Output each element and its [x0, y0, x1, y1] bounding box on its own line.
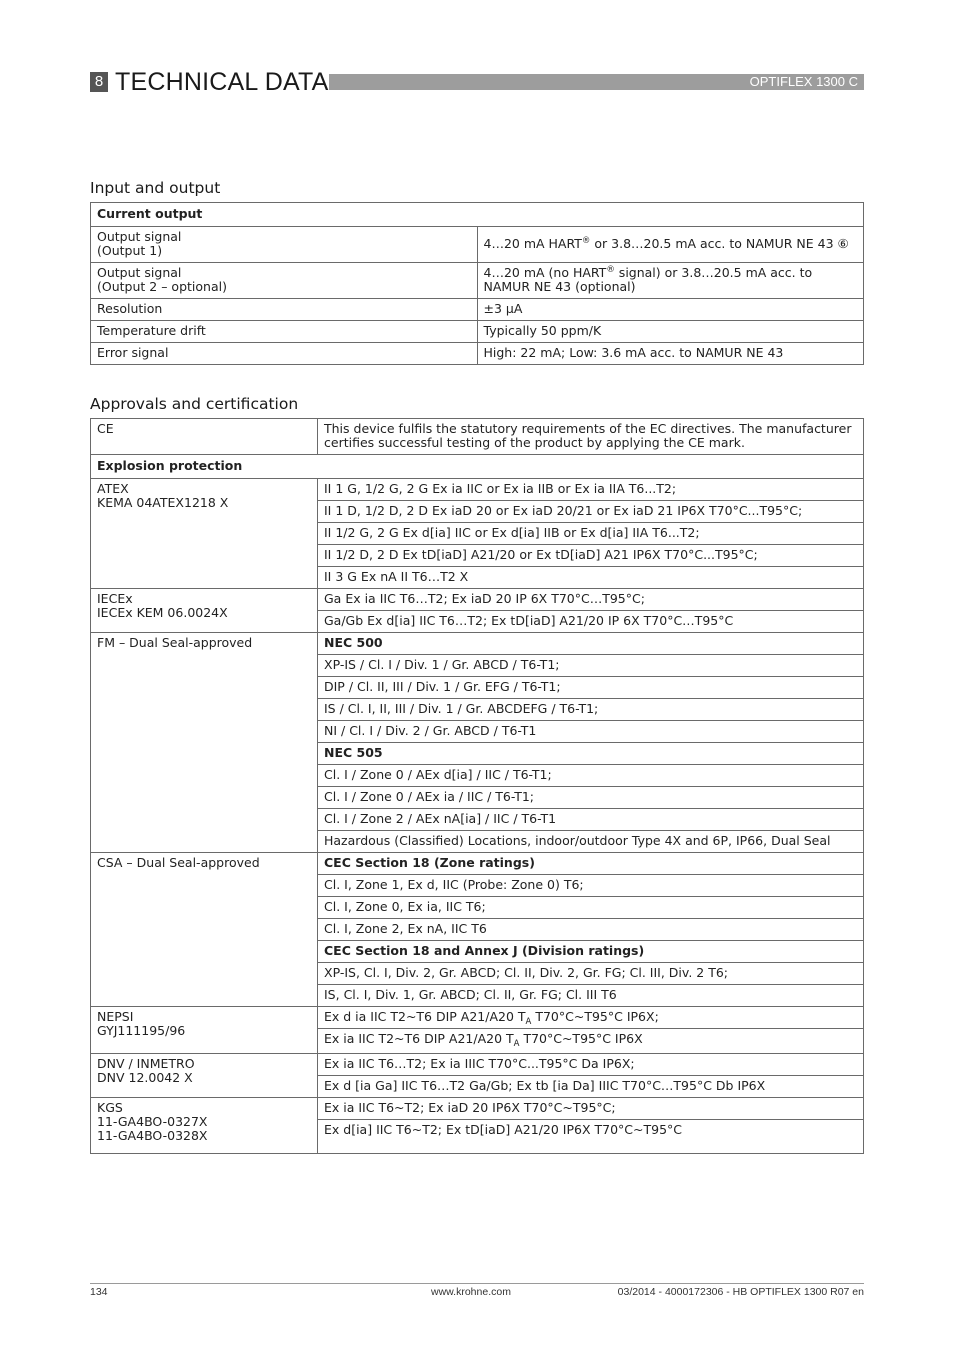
row-label-csa: CSA – Dual Seal-approved	[91, 853, 318, 1007]
label-line: DNV / INMETRO	[97, 1056, 195, 1071]
value-text: T70°C~T95°C IP6X	[519, 1031, 643, 1046]
subheading-cec-zone: CEC Section 18 (Zone ratings)	[318, 853, 864, 875]
row-value: High: 22 mA; Low: 3.6 mA acc. to NAMUR NE 43	[477, 343, 864, 365]
label-line: Output signal	[97, 229, 182, 244]
label-line: ATEX	[97, 481, 129, 496]
subscript: A	[525, 1017, 532, 1027]
page-header	[90, 68, 864, 96]
input-output-table	[90, 202, 864, 365]
subscript: A	[513, 1039, 520, 1049]
footer-document-id: 03/2014 - 4000172306 - HB OPTIFLEX 1300 R07 en	[617, 1286, 864, 1298]
product-name: OPTIFLEX 1300 C	[749, 74, 858, 89]
label-line: NEPSI	[97, 1009, 134, 1024]
subheading-cec-division: CEC Section 18 and Annex J (Division ratings)	[318, 941, 864, 963]
label-line: KGS	[97, 1100, 123, 1115]
table-row	[91, 589, 864, 611]
row-label	[91, 227, 478, 263]
row-value: Cl. I, Zone 2, Ex nA, IIC T6	[318, 919, 864, 941]
row-label-kgs	[91, 1098, 318, 1154]
table-row	[91, 227, 864, 263]
row-label: Temperature drift	[91, 321, 478, 343]
footer-divider	[90, 1283, 864, 1284]
row-label: CE	[91, 419, 318, 455]
value-text: Ex d ia IIC T2~T6 DIP A21/A20 T	[324, 1009, 526, 1024]
row-value: II 1/2 G, 2 G Ex d[ia] IIC or Ex d[ia] IIB or Ex d[ia] IIA T6...T2;	[318, 523, 864, 545]
table-row	[91, 343, 864, 365]
row-value: Ex d[ia] IIC T6~T2; Ex tD[iaD] A21/20 IP6X T70°C~T95°C	[318, 1120, 864, 1154]
row-value: Cl. I, Zone 1, Ex d, IIC (Probe: Zone 0) T6;	[318, 875, 864, 897]
row-value: ±3 µA	[477, 299, 864, 321]
row-value: IS / Cl. I, II, III / Div. 1 / Gr. ABCDEFG / T6-T1;	[318, 699, 864, 721]
row-value	[318, 1007, 864, 1029]
row-value: Ga Ex ia IIC T6…T2; Ex iaD 20 IP 6X T70°C…T95°C;	[318, 589, 864, 611]
table-row	[91, 455, 864, 479]
row-value	[477, 263, 864, 299]
row-value: Cl. I / Zone 2 / AEx nA[ia] / IIC / T6-T1	[318, 809, 864, 831]
table-row	[91, 321, 864, 343]
table-row	[91, 1098, 864, 1120]
row-value: IS, Cl. I, Div. 1, Gr. ABCD; Cl. II, Gr. FG; Cl. III T6	[318, 985, 864, 1007]
label-line: Output signal	[97, 265, 182, 280]
row-label-fm: FM – Dual Seal-approved	[91, 633, 318, 853]
footer-website[interactable]: www.krohne.com	[431, 1286, 511, 1298]
subheading-nec-505: NEC 505	[318, 743, 864, 765]
row-value: XP-IS, Cl. I, Div. 2, Gr. ABCD; Cl. II, Div. 2, Gr. FG; Cl. III, Div. 2 T6;	[318, 963, 864, 985]
label-line: GYJ111195/96	[97, 1023, 186, 1038]
value-text: T70°C~T95°C IP6X;	[531, 1009, 659, 1024]
label-line: IECEx	[97, 591, 133, 606]
row-label-iecex	[91, 589, 318, 633]
table-row	[91, 633, 864, 655]
row-value: XP-IS / Cl. I / Div. 1 / Gr. ABCD / T6-T1;	[318, 655, 864, 677]
registered-mark: ®	[606, 265, 615, 275]
row-label-nepsi	[91, 1007, 318, 1054]
table-row	[91, 419, 864, 455]
row-label: Error signal	[91, 343, 478, 365]
row-label: Resolution	[91, 299, 478, 321]
value-text: Ex ia IIC T2~T6 DIP A21/A20 T	[324, 1031, 514, 1046]
value-text: 4…20 mA (no HART	[483, 265, 607, 280]
label-line: (Output 1)	[97, 243, 163, 258]
row-value	[318, 1029, 864, 1054]
value-text: or 3.8…20.5 mA acc. to NAMUR NE 43 ⑥	[590, 236, 849, 251]
page-number: 134	[90, 1286, 108, 1298]
table-row	[91, 203, 864, 227]
table-row	[91, 299, 864, 321]
row-label	[91, 263, 478, 299]
table-row	[91, 1054, 864, 1076]
label-line: IECEx KEM 06.0024X	[97, 605, 228, 620]
section-title-approvals: Approvals and certification	[90, 395, 299, 413]
row-value	[477, 227, 864, 263]
row-value: Ex d [ia Ga] IIC T6…T2 Ga/Gb; Ex tb [ia Da] IIIC T70°C…T95°C Db IP6X	[318, 1076, 864, 1098]
row-value: NI / Cl. I / Div. 2 / Gr. ABCD / T6-T1	[318, 721, 864, 743]
table-row	[91, 853, 864, 875]
row-value: II 1 D, 1/2 D, 2 D Ex iaD 20 or Ex iaD 20/21 or Ex iaD 21 IP6X T70°C...T95°C;	[318, 501, 864, 523]
subheading-nec-500: NEC 500	[318, 633, 864, 655]
row-value: II 3 G Ex nA II T6…T2 X	[318, 567, 864, 589]
table-row	[91, 479, 864, 501]
label-line: 11-GA4BO-0328X	[97, 1128, 208, 1143]
row-label-dnv	[91, 1054, 318, 1098]
label-line: DNV 12.0042 X	[97, 1070, 193, 1085]
table-row	[91, 1007, 864, 1029]
label-line: (Output 2 – optional)	[97, 279, 227, 294]
row-value: Ex ia IIC T6…T2; Ex ia IIIC T70°C...T95°C Da IP6X;	[318, 1054, 864, 1076]
label-line: 11-GA4BO-0327X	[97, 1114, 208, 1129]
label-line: KEMA 04ATEX1218 X	[97, 495, 229, 510]
category-current-output: Current output	[91, 203, 864, 227]
row-value: Typically 50 ppm/K	[477, 321, 864, 343]
chapter-title: TECHNICAL DATA	[115, 68, 329, 96]
row-value: Cl. I / Zone 0 / AEx ia / IIC / T6-T1;	[318, 787, 864, 809]
row-value: Cl. I, Zone 0, Ex ia, IIC T6;	[318, 897, 864, 919]
header-bar	[329, 74, 864, 90]
registered-mark: ®	[581, 236, 591, 246]
row-value: Hazardous (Classified) Locations, indoor/outdoor Type 4X and 6P, IP66, Dual Seal	[318, 831, 864, 853]
table-row	[91, 263, 864, 299]
category-explosion-protection: Explosion protection	[91, 455, 864, 479]
section-title-input-output: Input and output	[90, 179, 221, 197]
row-value: Ga/Gb Ex d[ia] IIC T6…T2; Ex tD[iaD] A21/20 IP 6X T70°C…T95°C	[318, 611, 864, 633]
value-text: signal) or 3.8…20.5 mA acc. to NAMUR NE 43 (optional)	[483, 265, 813, 294]
row-value: II 1/2 D, 2 D Ex tD[iaD] A21/20 or Ex tD[iaD] A21 IP6X T70°C...T95°C;	[318, 545, 864, 567]
approvals-table	[90, 418, 864, 1154]
row-value: II 1 G, 1/2 G, 2 G Ex ia IIC or Ex ia IIB or Ex ia IIA T6...T2;	[318, 479, 864, 501]
row-value: This device fulfils the statutory requirements of the EC directives. The manufacturer certifies successful testing of the product by applying the CE mark.	[318, 419, 864, 455]
row-label-atex	[91, 479, 318, 589]
value-text: 4…20 mA HART	[483, 236, 582, 251]
row-value: DIP / Cl. II, III / Div. 1 / Gr. EFG / T6-T1;	[318, 677, 864, 699]
row-value: Ex ia IIC T6~T2; Ex iaD 20 IP6X T70°C~T95°C;	[318, 1098, 864, 1120]
chapter-number: 8	[90, 72, 108, 92]
row-value: Cl. I / Zone 0 / AEx d[ia] / IIC / T6-T1;	[318, 765, 864, 787]
